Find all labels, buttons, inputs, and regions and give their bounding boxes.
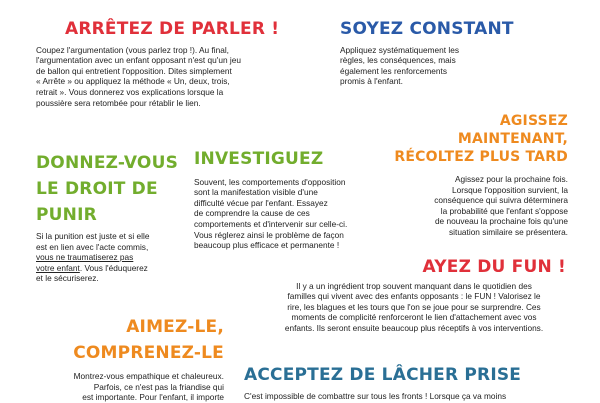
agissez-title-line2: RÉCOLTEZ PLUS TARD (394, 149, 568, 165)
soyez-title: SOYEZ CONSTANT (340, 19, 514, 39)
donnez-underlined-1: vous ne traumatiserez pas (36, 252, 134, 263)
arretez-title: ARRÊTEZ DE PARLER ! (65, 19, 280, 39)
section-aimez (36, 314, 224, 403)
agissez-title-line1: AGISSEZ MAINTENANT, (457, 113, 568, 147)
aimez-title-line2: COMPRENEZ-LE (73, 343, 224, 363)
donnez-body: Si la punition est juste et si elle est en lien avec l'acte commis, vous ne traumatiserez pas votre enfant. Vous l'éduquerez et le sécuriserez. (36, 231, 186, 284)
acceptez-title: ACCEPTEZ DE LÂCHER PRISE (244, 365, 522, 385)
section-investiguez (194, 150, 379, 251)
aimez-title-line1: AIMEZ-LE, (126, 317, 224, 337)
ayez-title: AYEZ DU FUN ! (422, 257, 566, 277)
donnez-title-line1: DONNEZ-VOUS (36, 153, 179, 173)
section-ayez (262, 258, 566, 334)
soyez-body: Appliquez systématiquement les règles, les conséquences, mais également les renforcements promis à l'enfant. (340, 44, 459, 87)
section-donnez (36, 150, 186, 284)
section-acceptez (244, 366, 574, 401)
investiguez-title: INVESTIGUEZ (194, 149, 324, 169)
aimez-body: Montrez-vous empathique et chaleureux. Parfois, ce n'est pas la friandise qui est importante. Pour l'enfant, il importe (73, 371, 224, 403)
acceptez-body: C'est impossible de combattre sur tous les fronts ! Lorsque ça va moins (244, 390, 507, 401)
donnez-title-line3: PUNIR (36, 205, 97, 225)
donnez-title-line2: LE DROIT DE (36, 179, 158, 199)
aimez-title (36, 314, 224, 366)
section-soyez (340, 20, 540, 87)
agissez-title (385, 112, 568, 166)
ayez-body: Il y a un ingrédient trop souvent manquant dans le quotidien des familles qui vivent avec des enfants opposants : le FUN ! Valorisez le rire, les blagues et les tours que l'on se joue pour se surprendre. Ces moments de complicité renforceront le lien d'attachement avec vos enfants. Ils seront ensuite beaucoup plus réceptifs à vos interventions. (284, 280, 544, 334)
section-agissez (385, 112, 568, 238)
arretez-body: Coupez l'argumentation (vous parlez trop !). Au final, l'argumentation avec un enfant opposant n'est qu'un jeu de ballon qui entretient l'opposition. Dites simplement « Arrête » ou appliquez la méthode « Un, deux, trois, retrait ». Vous donnerez vos explications lorsque la poussière sera retombée pour rétablir le lien. (36, 44, 241, 108)
agissez-body: Agissez pour la prochaine fois. Lorsque l'opposition survient, la conséquence qui suivra déterminera la probabilité que l'enfant s'oppose de nouveau la prochaine fois qu'une situation similaire se présentera. (434, 174, 568, 237)
section-arretez (36, 20, 336, 108)
donnez-underlined-2: votre enfant (36, 262, 80, 273)
investiguez-body: Souvent, les comportements d'opposition sont la manifestation visible d'une difficulté vécue par l'enfant. Essayez de comprendre la cause de ces comportements et d'intervenir sur celle-ci. Vous réglerez ainsi le problème de façon beaucoup plus efficace et permanente ! (194, 176, 348, 251)
donnez-title (36, 150, 186, 228)
